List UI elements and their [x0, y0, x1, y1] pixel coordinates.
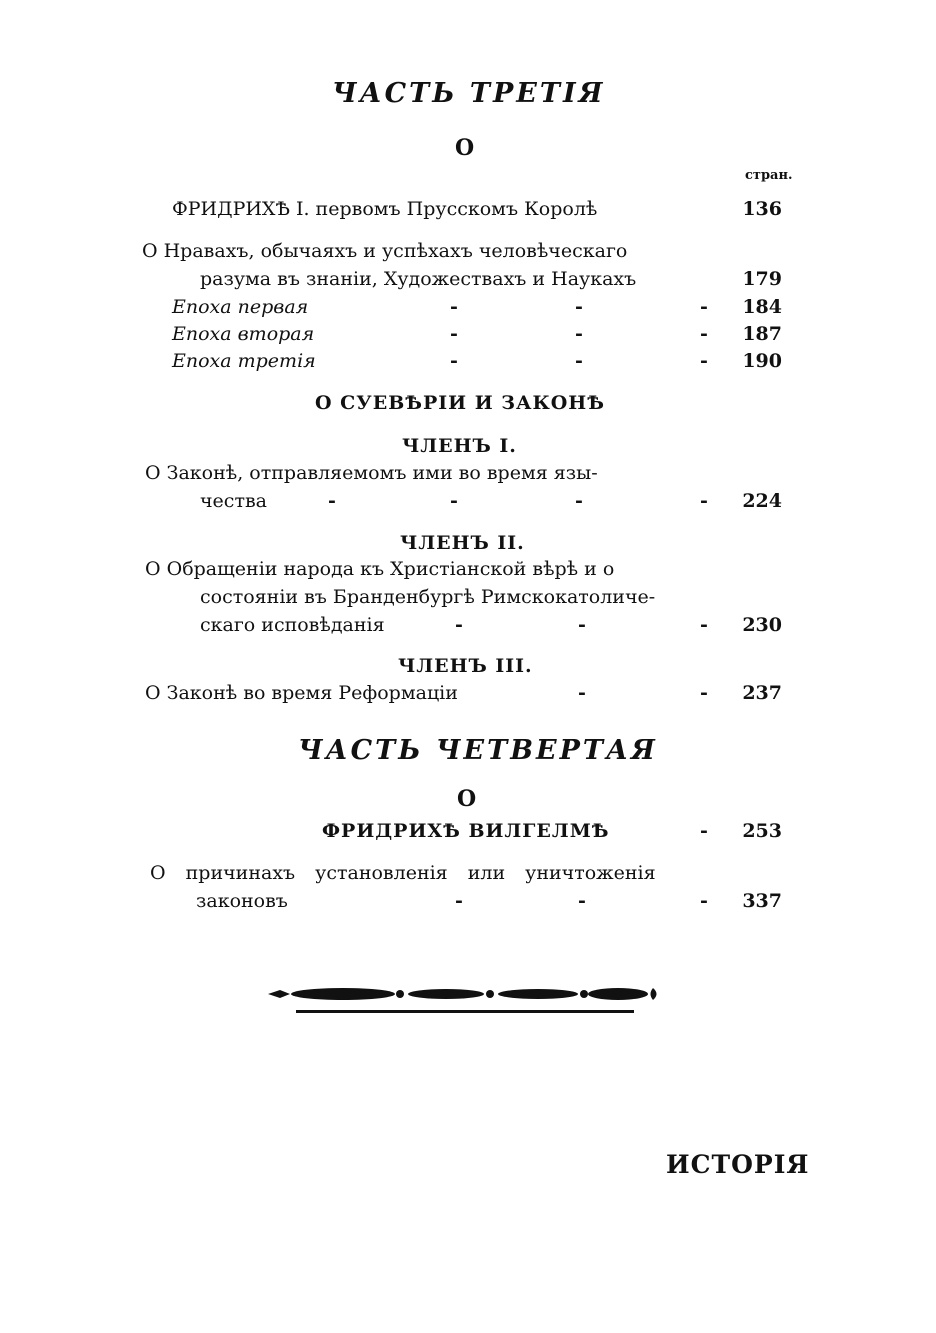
toc-page-epoch-1: 184: [742, 296, 782, 318]
toc-page-member-3: 237: [742, 682, 782, 704]
part-three-o: О: [455, 135, 475, 161]
leader-dash: -: [575, 296, 583, 318]
toc-entry-epoch-2: Епоха вторая: [172, 323, 315, 345]
toc-page-fridrih-wilhelm: 253: [742, 820, 782, 842]
member-1-heading: ЧЛЕНЪ I.: [402, 435, 517, 457]
leader-dash: -: [700, 296, 708, 318]
leader-dash: -: [450, 323, 458, 345]
toc-entry-member-2-line2: состояніи въ Бранденбургѣ Римскокатоличе-: [200, 586, 656, 608]
toc-entry-member-2-line1: О Обращеніи народа къ Христіанской вѣрѣ и о: [145, 558, 615, 580]
leader-dash: -: [700, 890, 708, 912]
ornament-divider-icon: [268, 978, 668, 1028]
toc-page-epoch-3: 190: [742, 350, 782, 372]
toc-entry-fridrih-wilhelm: ФРИДРИХѢ ВИЛГЕЛМѢ: [322, 820, 610, 842]
toc-page-epoch-2: 187: [742, 323, 782, 345]
part-three-title: ЧАСТЬ ТРЕТІЯ: [332, 78, 606, 109]
member-3-heading: ЧЛЕНЪ III.: [398, 655, 533, 677]
toc-entry-nravah-line2: разума въ знаніи, Художествахъ и Наукахъ: [200, 268, 637, 290]
leader-dash: -: [450, 296, 458, 318]
leader-dash: -: [700, 490, 708, 512]
toc-entry-prichinah-line1: О причинахъ установленія или уничтоженія: [150, 862, 656, 884]
leader-dash: -: [700, 350, 708, 372]
leader-dash: -: [700, 323, 708, 345]
toc-entry-nravah-line1: О Нравахъ, обычаяхъ и успѣхахъ человѣческаго: [142, 240, 628, 262]
toc-page-nravah: 179: [742, 268, 782, 290]
leader-dash: -: [575, 323, 583, 345]
leader-dash: -: [450, 350, 458, 372]
leader-dash: -: [328, 490, 336, 512]
catchword: ИСТОРІЯ: [666, 1150, 810, 1179]
toc-entry-member-2-line3: скаго исповѣданія: [200, 614, 385, 636]
leader-dash: -: [575, 350, 583, 372]
pages-column-label: стран.: [745, 168, 793, 183]
leader-dash: -: [578, 890, 586, 912]
leader-dash: -: [700, 614, 708, 636]
member-2-heading: ЧЛЕНЪ II.: [400, 532, 525, 554]
toc-entry-epoch-1: Епоха первая: [172, 296, 309, 318]
leader-dash: -: [575, 490, 583, 512]
leader-dash: -: [578, 682, 586, 704]
leader-dash: -: [455, 614, 463, 636]
leader-dash: -: [450, 490, 458, 512]
toc-entry-member-3: О Законѣ во время Реформаціи: [145, 682, 458, 704]
toc-page-fridrih-i: 136: [742, 198, 782, 220]
leader-dash: -: [578, 614, 586, 636]
leader-dash: -: [455, 890, 463, 912]
toc-entry-member-1-line2: чества: [200, 490, 267, 512]
toc-entry-epoch-3: Епоха третія: [172, 350, 316, 372]
part-four-title: ЧАСТЬ ЧЕТВЕРТАЯ: [298, 735, 658, 766]
toc-entry-prichinah-line2: законовъ: [196, 890, 288, 912]
toc-page-member-1: 224: [742, 490, 782, 512]
leader-dash: -: [700, 820, 708, 842]
toc-entry-member-1-line1: О Законѣ, отправляемомъ ими во время язы-: [145, 462, 598, 484]
toc-entry-fridrih-i: ФРИДРИХѢ I. первомъ Прусскомъ Королѣ: [172, 198, 598, 220]
part-four-o: О: [457, 786, 477, 812]
toc-page-member-2: 230: [742, 614, 782, 636]
section-superstition-heading: О СУЕВѢРІИ И ЗАКОНѢ: [315, 392, 605, 414]
toc-page-prichinah: 337: [742, 890, 782, 912]
leader-dash: -: [700, 682, 708, 704]
